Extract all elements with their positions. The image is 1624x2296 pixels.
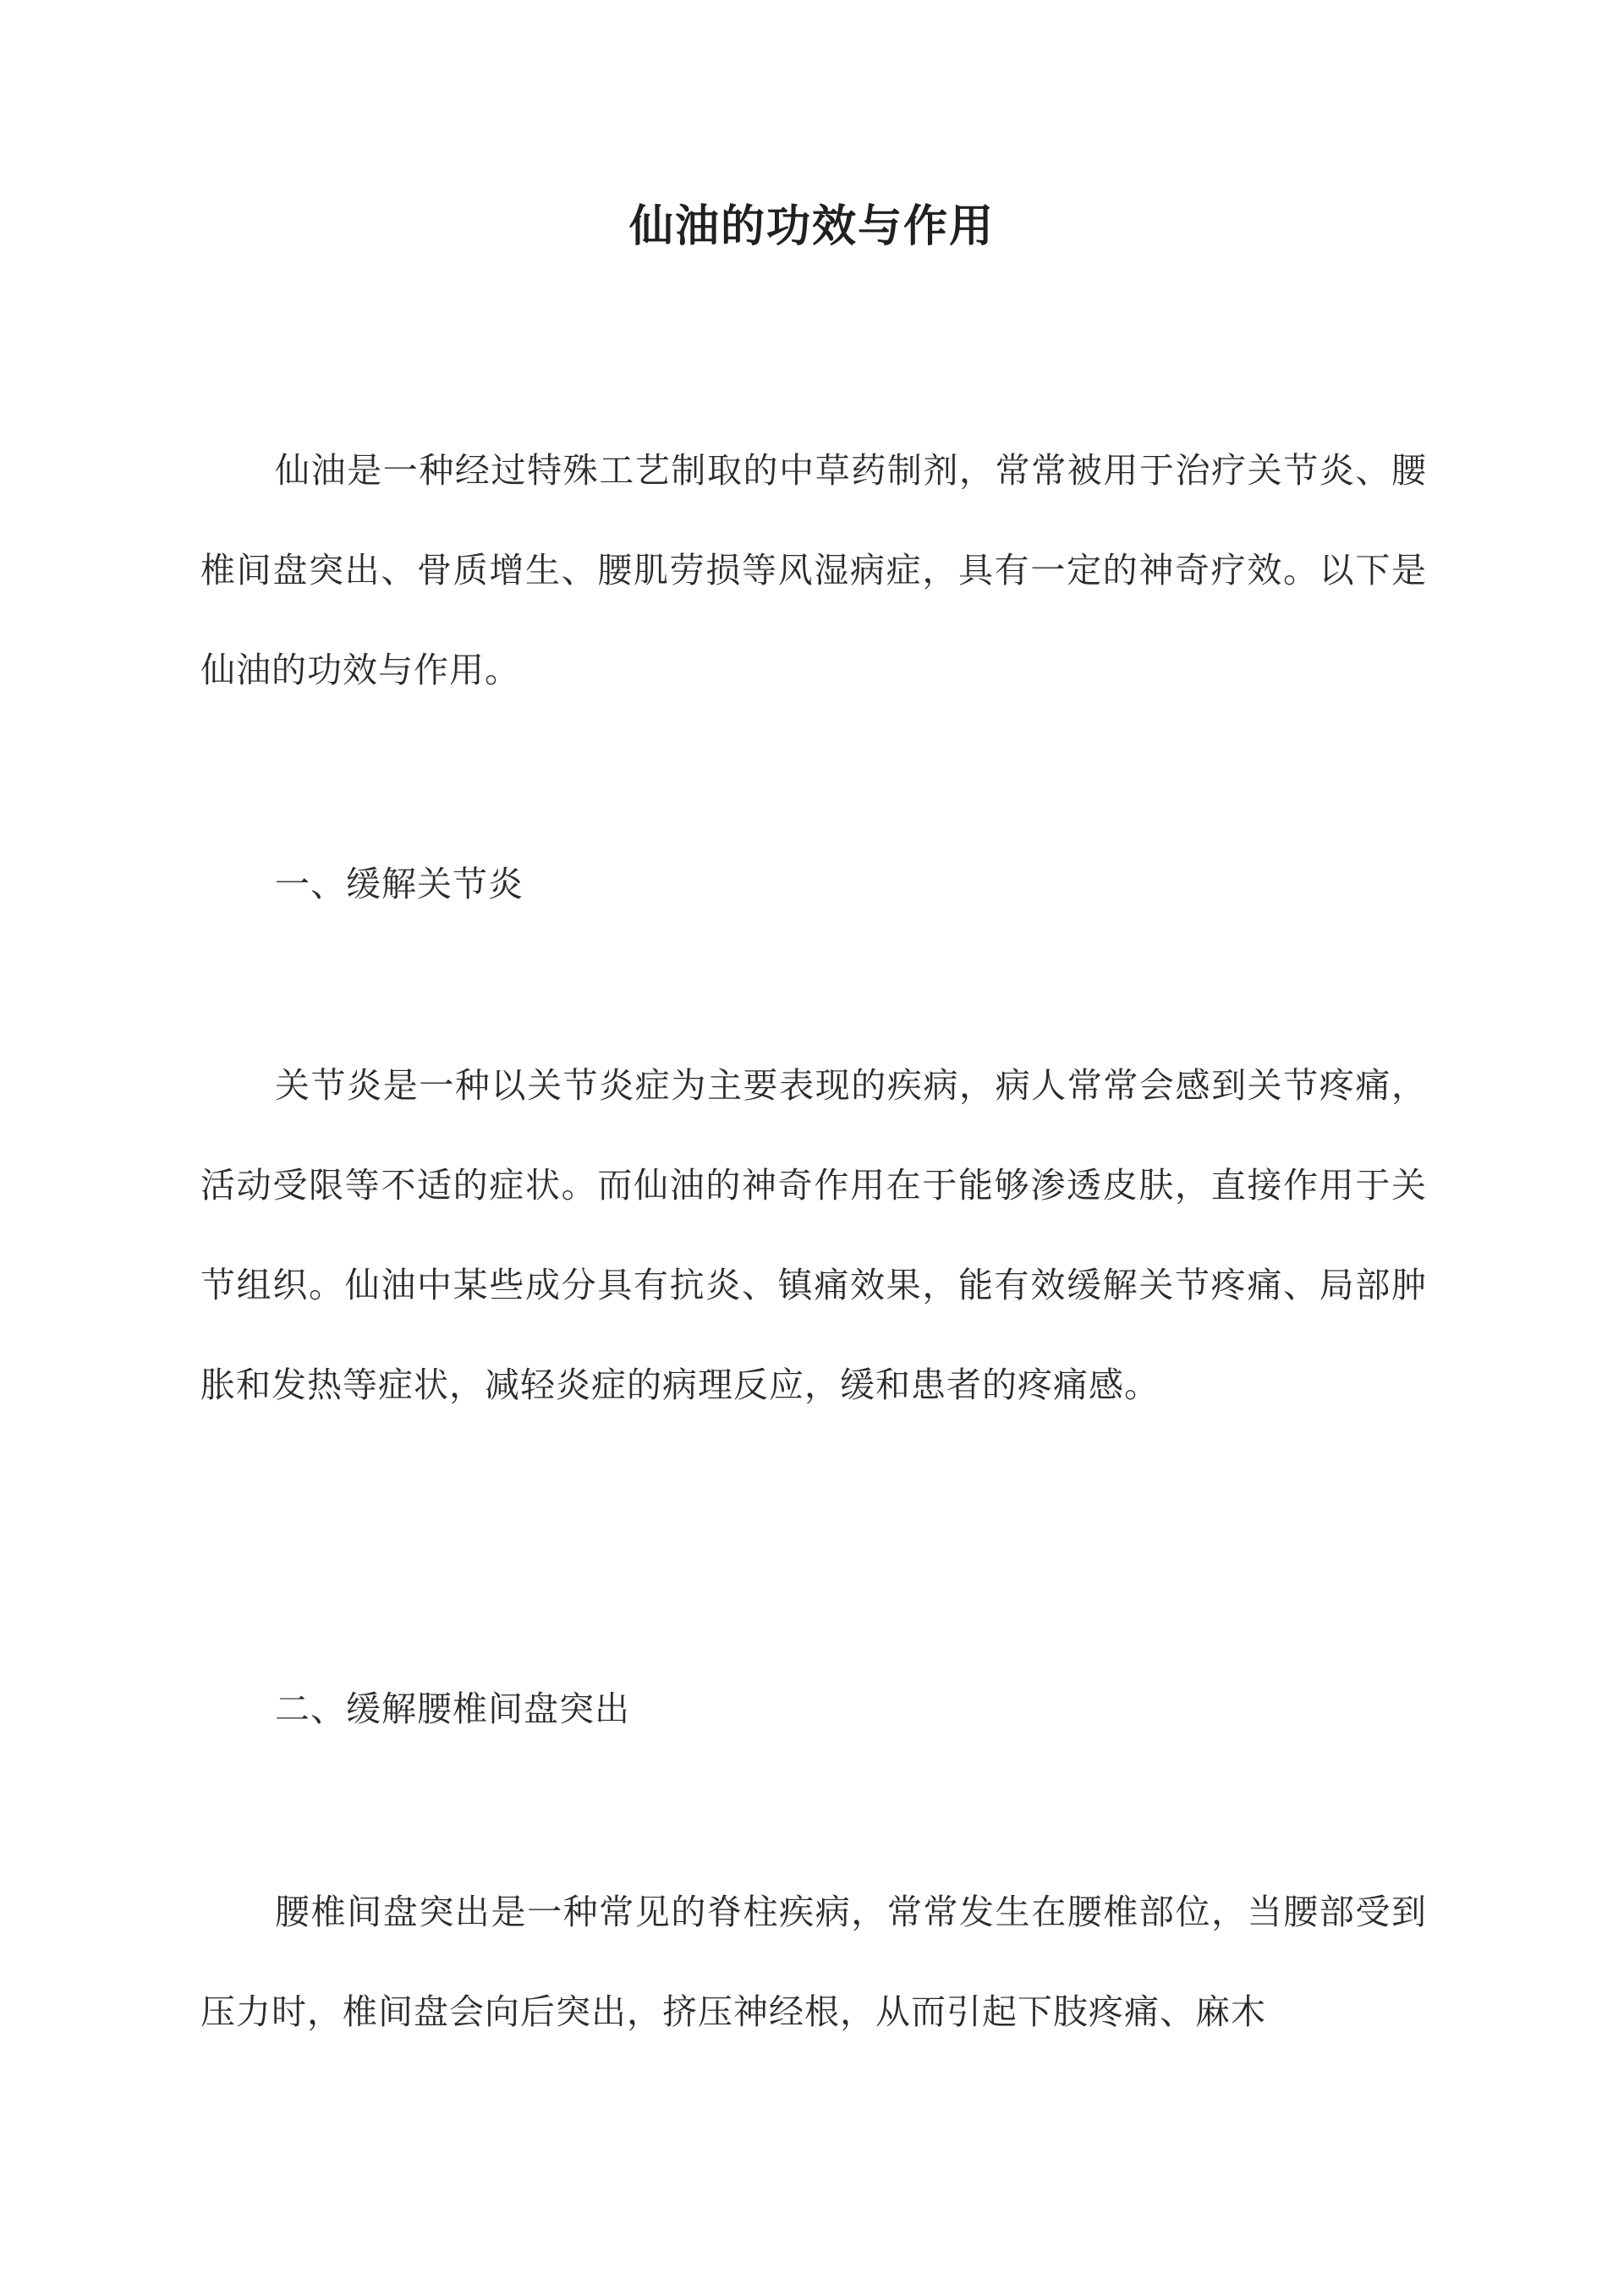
intro-paragraph: 仙油是一种经过特殊工艺制取的中草药制剂，常常被用于治疗关节炎、腰椎间盘突出、骨质增生、腰肌劳损等风湿病症，具有一定的神奇疗效。以下是仙油的功效与作用。	[200, 450, 1427, 690]
section-body-2: 腰椎间盘突出是一种常见的脊柱疾病，常常发生在腰椎部位，当腰部受到压力时，椎间盘会向后突出，挤压神经根，从而引起下肢疼痛、麻木	[200, 1892, 1427, 2032]
document-title: 仙油的功效与作用	[628, 200, 995, 252]
section-heading-2: 二、缓解腰椎间盘突出	[275, 1689, 630, 1729]
section-body-1: 关节炎是一种以关节炎症为主要表现的疾病，病人常常会感到关节疼痛，活动受限等不适的症状。而仙油的神奇作用在于能够渗透皮肤，直接作用于关节组织。仙油中某些成分具有抗炎、镇痛效果，能有效缓解关节疼痛、局部肿胀和发热等症状，减轻炎症的病理反应，缓和患者的疼痛感。	[200, 1065, 1427, 1405]
section-heading-1: 一、缓解关节炎	[275, 864, 524, 904]
